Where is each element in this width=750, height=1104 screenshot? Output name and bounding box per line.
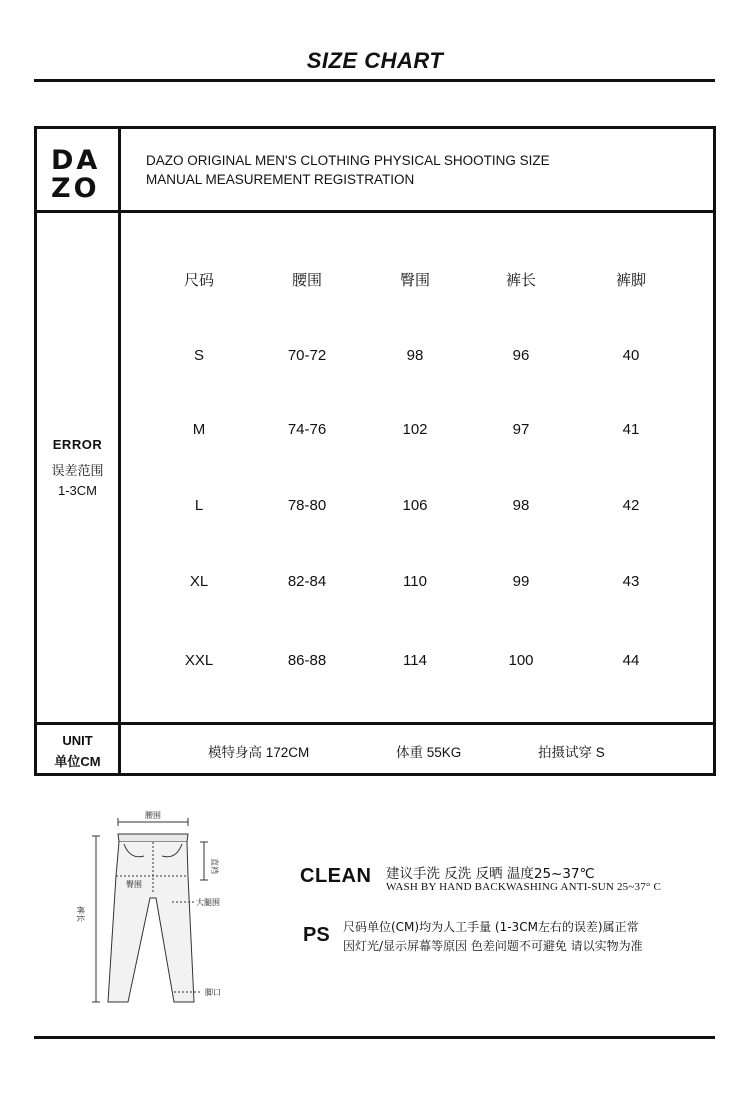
clean-instructions-en: WASH BY HAND BACKWASHING ANTI-SUN 25~37° C	[386, 881, 662, 893]
label-waist: 腰围	[145, 811, 161, 820]
error-range-cell	[37, 213, 118, 722]
model-weight: 体重 55KG	[396, 745, 462, 760]
table-cell: 97	[512, 421, 530, 438]
table-cell: 114	[403, 652, 427, 669]
table-cell: 102	[402, 421, 428, 438]
table-cell: 100	[508, 652, 534, 669]
table-cell: S	[193, 347, 204, 364]
table-cell: 43	[622, 573, 640, 590]
measurement-grid	[121, 213, 716, 722]
error-value: 1-3CM	[57, 483, 97, 498]
column-header: 尺码	[183, 272, 214, 289]
table-cell: 78-80	[287, 497, 327, 514]
ps-note-line-2: 因灯光/显示屏幕等原因 色差问题不可避免 请以实物为准	[343, 939, 643, 953]
error-label-cn: 误差范围	[51, 463, 104, 478]
table-cell: 86-88	[287, 652, 327, 669]
unit-label-cn: 单位CM	[54, 754, 101, 769]
model-size: 拍摄试穿 S	[538, 745, 605, 760]
table-cell: L	[194, 497, 204, 514]
model-height: 模特身高 172CM	[208, 745, 310, 760]
column-header: 腰围	[291, 272, 322, 289]
table-cell: 42	[622, 497, 640, 514]
table-cell: 98	[512, 497, 530, 514]
bottom-divider	[34, 1036, 715, 1039]
clean-label: CLEAN	[300, 865, 372, 887]
header-line-2: MANUAL MEASUREMENT REGISTRATION	[146, 172, 415, 187]
label-rise: 直裆	[210, 858, 219, 874]
logo-line-2: ZO	[51, 173, 100, 204]
table-cell: 44	[622, 652, 640, 669]
table-cell: 40	[622, 347, 640, 364]
table-cell: 82-84	[287, 573, 327, 590]
unit-cell	[37, 725, 118, 773]
table-cell: 41	[622, 421, 640, 438]
brand-logo	[51, 147, 100, 203]
logo-line-1: DA	[51, 145, 101, 176]
table-cell: 98	[406, 347, 424, 364]
clean-instructions-cn: 建议手洗 反洗 反晒 温度25~37℃	[386, 866, 595, 882]
table-cell: 106	[402, 497, 428, 514]
table-cell: 99	[512, 573, 530, 590]
pants-diagram	[72, 806, 242, 1011]
header-line-1: DAZO ORIGINAL MEN'S CLOTHING PHYSICAL SHOOTING SIZE	[146, 153, 550, 168]
error-label: ERROR	[52, 437, 103, 452]
unit-label: UNIT	[62, 733, 93, 748]
label-hip: 臀围	[126, 880, 142, 889]
page-title: SIZE CHART	[306, 48, 444, 73]
table-cell: 70-72	[287, 347, 327, 364]
label-length: 裤长	[76, 906, 85, 922]
header-description	[146, 151, 550, 189]
column-header: 裤长	[505, 272, 536, 289]
table-cell: 96	[512, 347, 530, 364]
table-cell: 74-76	[287, 421, 327, 438]
table-cell: XL	[189, 573, 209, 590]
size-table	[34, 126, 716, 776]
column-header: 臀围	[399, 272, 430, 289]
pants-illustration	[72, 806, 242, 1011]
row-divider-footer	[37, 722, 713, 725]
table-cell: 110	[403, 573, 427, 590]
ps-note-line-1: 尺码单位(CM)均为人工手量 (1-3CM左右的误差)属正常	[343, 920, 639, 934]
table-cell: M	[192, 421, 206, 438]
table-cell: XXL	[184, 652, 214, 669]
label-hem: 脚口	[205, 988, 221, 997]
ps-label: PS	[303, 924, 330, 946]
label-thigh: 大腿围	[196, 898, 220, 907]
top-divider	[34, 79, 715, 82]
column-header: 裤脚	[615, 272, 646, 289]
